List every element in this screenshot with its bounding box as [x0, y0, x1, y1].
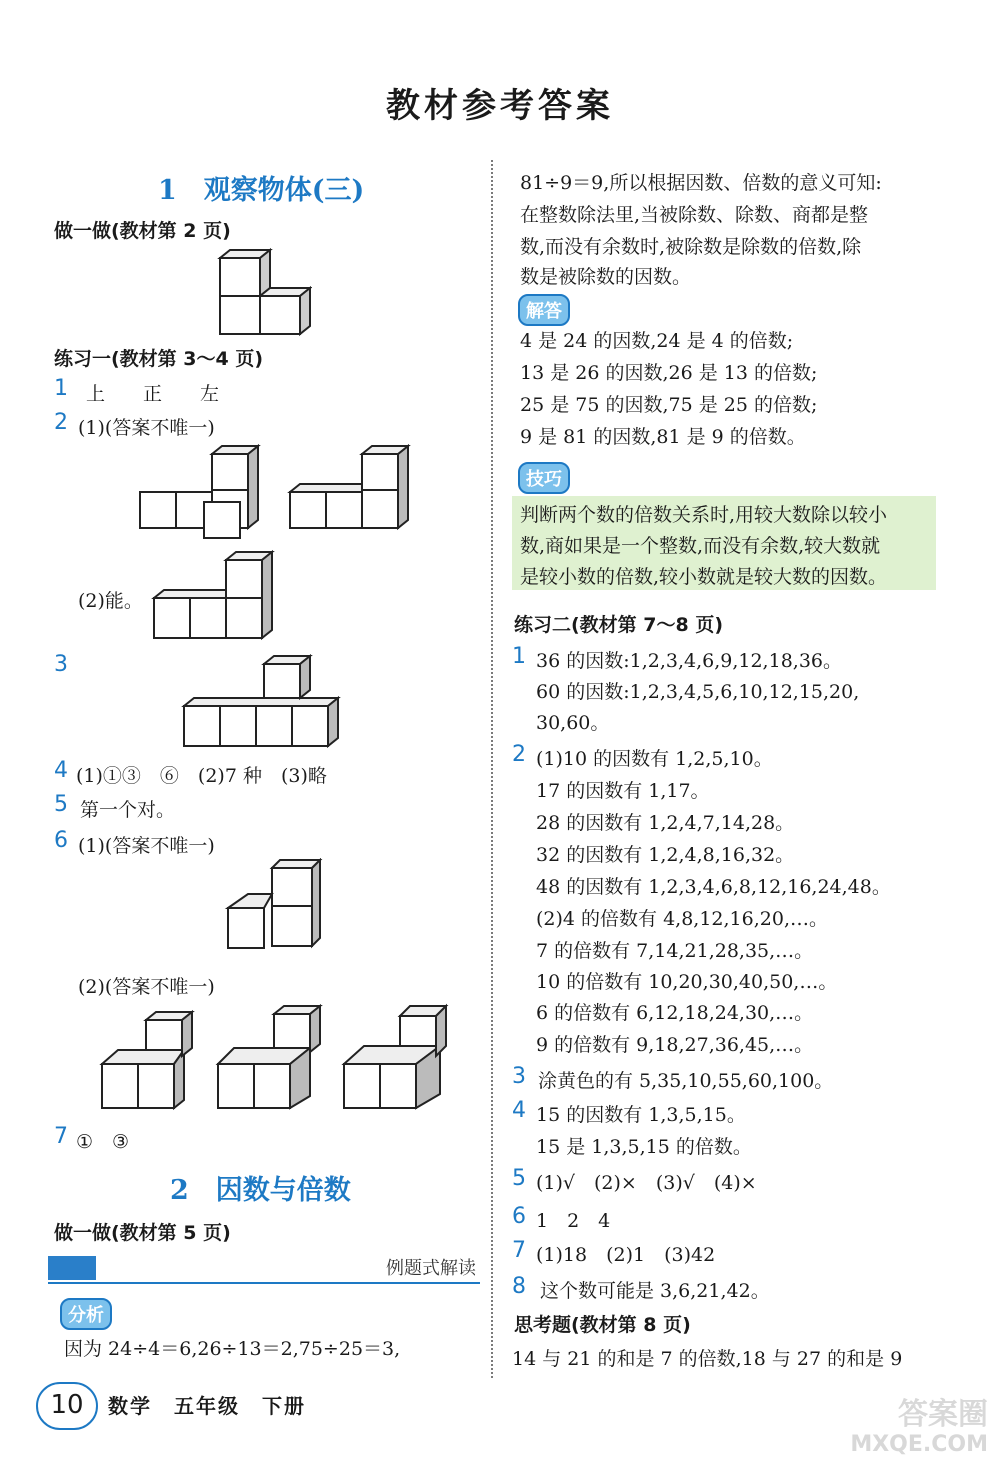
r2-line-2: 17 的因数有 1,17。 — [536, 780, 710, 802]
r2-line-6: (2)4 的倍数有 4,8,12,16,20,…。 — [536, 908, 828, 930]
watermark-line-2: MXQE.COM — [850, 1432, 988, 1457]
r4-number: 4 — [512, 1098, 526, 1123]
r8-number: 8 — [512, 1274, 526, 1299]
tip-line-1: 判断两个数的倍数关系时,用较大数除以较小 — [520, 504, 888, 526]
q5-answer: 第一个对。 — [80, 799, 176, 821]
q1-number: 1 — [54, 376, 68, 401]
q2-answer: (1)(答案不唯一) — [78, 417, 215, 439]
r2-line-4: 32 的因数有 1,2,4,8,16,32。 — [536, 844, 795, 866]
r6-number: 6 — [512, 1204, 526, 1229]
section-heading-5: 思考题(教材第 8 页) — [514, 1314, 691, 1336]
r2-line-9: 6 的倍数有 6,12,18,24,30,…。 — [536, 1002, 814, 1024]
r1-line-2: 60 的因数:1,2,3,4,5,6,10,12,15,20, — [536, 681, 860, 703]
chapter-2-heading: 2 因数与倍数 — [170, 1175, 351, 1206]
q2-number: 2 — [54, 410, 68, 435]
r2-line-1: (1)10 的因数有 1,2,5,10。 — [536, 748, 773, 770]
answer-line-3: 25 是 75 的因数,75 是 25 的倍数; — [520, 394, 818, 416]
right-line-3: 数,而没有余数时,被除数是除数的倍数,除 — [520, 236, 862, 258]
q4-answer: (1)①③ ⑥ (2)7 种 (3)略 — [76, 765, 327, 787]
right-line-1: 81÷9＝9,所以根据因数、倍数的意义可知: — [520, 172, 882, 194]
r3-answer: 涂黄色的有 5,35,10,55,60,100。 — [538, 1070, 834, 1092]
r6-answer: 1 2 4 — [536, 1210, 611, 1232]
r4-line-2: 15 是 1,3,5,15 的倍数。 — [536, 1136, 752, 1158]
column-divider — [491, 160, 493, 1378]
r2-number: 2 — [512, 742, 526, 767]
tip-line-2: 数,商如果是一个整数,而没有余数,较大数就 — [520, 535, 881, 557]
cube-figure-3 — [180, 654, 350, 754]
tip-line-3: 是较小数的倍数,较小数就是较大数的因数。 — [520, 566, 888, 588]
q6-number: 6 — [54, 828, 68, 853]
r1-line-1: 36 的因数:1,2,3,4,6,9,12,18,36。 — [536, 650, 842, 672]
cube-figure-6d — [340, 1000, 456, 1114]
watermark — [850, 1397, 988, 1460]
analysis-badge: 分析 — [60, 1298, 112, 1330]
q7-answer: ① ③ — [76, 1131, 130, 1153]
r2-line-10: 9 的倍数有 9,18,27,36,45,…。 — [536, 1034, 814, 1056]
r2-line-7: 7 的倍数有 7,14,21,28,35,…。 — [536, 940, 814, 962]
r3-number: 3 — [512, 1064, 526, 1089]
chapter-1-heading: 1 观察物体(三) — [158, 175, 365, 206]
answer-line-4: 9 是 81 的因数,81 是 9 的倍数。 — [520, 426, 806, 448]
r2-line-5: 48 的因数有 1,2,3,4,6,8,12,16,24,48。 — [536, 876, 891, 898]
answer-line-2: 13 是 26 的因数,26 是 13 的倍数; — [520, 362, 818, 384]
page-number: 10 — [36, 1382, 98, 1430]
answer-badge: 解答 — [518, 294, 570, 326]
cube-figure-6c — [214, 1000, 326, 1114]
r1-line-3: 30,60。 — [536, 712, 610, 734]
watermark-line-1: 答案圈 — [898, 1397, 988, 1432]
cube-figure-6b — [98, 1004, 210, 1114]
last-line: 14 与 21 的和是 7 的倍数,18 与 27 的和是 9 — [512, 1348, 903, 1370]
cube-figure-1 — [212, 246, 312, 338]
section-heading-1: 做一做(教材第 2 页) — [54, 220, 231, 242]
r2-line-3: 28 的因数有 1,2,4,7,14,28。 — [536, 812, 795, 834]
r5-number: 5 — [512, 1166, 526, 1191]
cube-figure-6a — [224, 858, 334, 956]
footer-subject: 数学 五年级 下册 — [108, 1394, 306, 1418]
q7-number: 7 — [54, 1124, 68, 1149]
q6-answer: (1)(答案不唯一) — [78, 835, 215, 857]
cube-figure-2c — [146, 548, 276, 646]
band-label: 例题式解读 — [386, 1258, 476, 1279]
cube-figure-2b — [284, 440, 424, 540]
r2-line-8: 10 的倍数有 10,20,30,40,50,…。 — [536, 971, 838, 993]
page-title: 教材参考答案 — [386, 86, 614, 126]
r4-line-1: 15 的因数有 1,3,5,15。 — [536, 1104, 746, 1126]
section-heading-2: 练习一(教材第 3～4 页) — [54, 348, 264, 370]
tip-badge: 技巧 — [518, 462, 570, 494]
answer-line-1: 4 是 24 的因数,24 是 4 的倍数; — [520, 330, 794, 352]
q3-number: 3 — [54, 652, 68, 677]
cube-figure-2a — [134, 440, 274, 540]
section-heading-4: 练习二(教材第 7～8 页) — [514, 614, 724, 636]
section-heading-3: 做一做(教材第 5 页) — [54, 1222, 231, 1244]
band-block — [48, 1256, 96, 1280]
r8-answer: 这个数可能是 3,6,21,42。 — [540, 1280, 770, 1302]
r7-answer: (1)18 (2)1 (3)42 — [536, 1244, 716, 1266]
q2-part2: (2)能。 — [78, 590, 143, 612]
q5-number: 5 — [54, 792, 68, 817]
r7-number: 7 — [512, 1238, 526, 1263]
q1-answer: 上 正 左 — [86, 383, 220, 405]
q6-part2: (2)(答案不唯一) — [78, 976, 215, 998]
right-line-4: 数是被除数的因数。 — [520, 266, 692, 288]
example-band — [48, 1252, 480, 1284]
right-line-2: 在整数除法里,当被除数、除数、商都是整 — [520, 204, 869, 226]
r5-answer: (1)√ (2)× (3)√ (4)× — [536, 1172, 757, 1194]
analysis-line: 因为 24÷4＝6,26÷13＝2,75÷25＝3, — [64, 1338, 401, 1360]
r1-number: 1 — [512, 644, 526, 669]
q4-number: 4 — [54, 758, 68, 783]
